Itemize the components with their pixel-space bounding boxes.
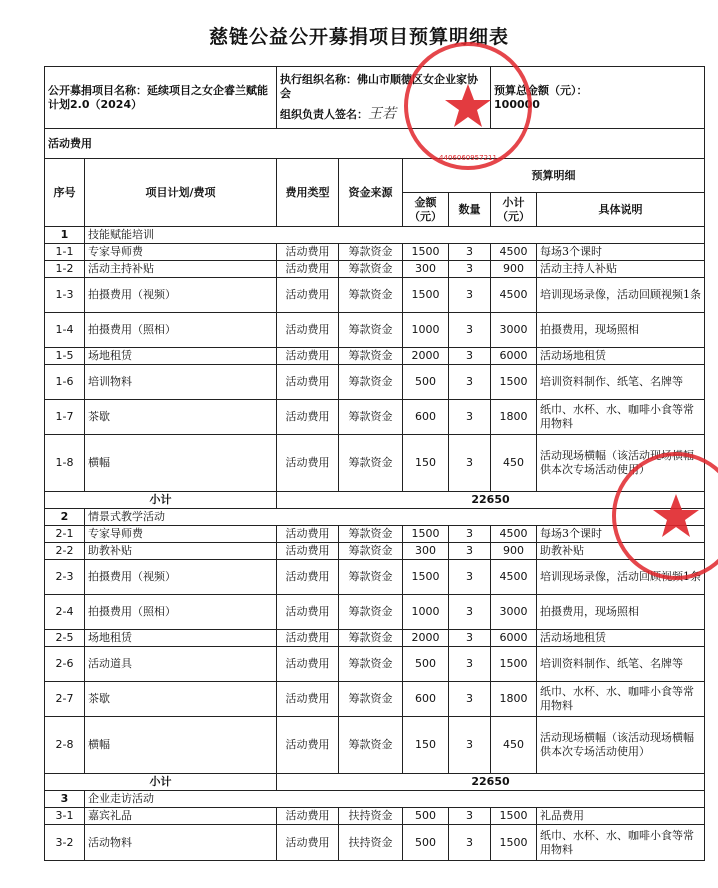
section-row xyxy=(45,129,705,159)
row-type: 活动费用 xyxy=(277,348,339,365)
info-row xyxy=(45,67,705,129)
row-desc: 活动现场横幅（该活动现场横幅供本次专场活动使用） xyxy=(537,435,705,492)
row-type: 活动费用 xyxy=(277,682,339,717)
row-amount: 2000 xyxy=(403,348,449,365)
row-subtotal: 3000 xyxy=(491,595,537,630)
row-source: 筹款资金 xyxy=(339,682,403,717)
table-row xyxy=(45,825,705,861)
row-source: 筹款资金 xyxy=(339,647,403,682)
row-desc: 纸巾、水杯、水、咖啡小食等常用物料 xyxy=(537,682,705,717)
table-row xyxy=(45,261,705,278)
row-subtotal: 1800 xyxy=(491,400,537,435)
group-seq: 1 xyxy=(45,227,85,244)
row-subtotal: 1500 xyxy=(491,365,537,400)
row-subtotal: 4500 xyxy=(491,526,537,543)
org-label: 执行组织名称： xyxy=(280,73,358,86)
row-seq: 2-1 xyxy=(45,526,85,543)
row-desc: 培训现场录像，活动回顾视频1条 xyxy=(537,278,705,313)
col-amount: 金额（元） xyxy=(403,193,449,227)
row-qty: 3 xyxy=(449,630,491,647)
row-qty: 3 xyxy=(449,400,491,435)
row-item: 拍摄费用（照相） xyxy=(85,313,277,348)
row-seq: 2-8 xyxy=(45,717,85,774)
row-amount: 150 xyxy=(403,435,449,492)
row-amount: 2000 xyxy=(403,630,449,647)
table-row xyxy=(45,717,705,774)
section-title: 活动费用 xyxy=(45,129,705,159)
row-seq: 3-2 xyxy=(45,825,85,861)
row-subtotal: 4500 xyxy=(491,244,537,261)
row-seq: 1-1 xyxy=(45,244,85,261)
group-seq: 2 xyxy=(45,509,85,526)
row-subtotal: 450 xyxy=(491,717,537,774)
row-source: 筹款资金 xyxy=(339,348,403,365)
row-desc: 助教补贴 xyxy=(537,543,705,560)
row-seq: 2-4 xyxy=(45,595,85,630)
row-amount: 600 xyxy=(403,682,449,717)
row-type: 活动费用 xyxy=(277,313,339,348)
row-seq: 2-6 xyxy=(45,647,85,682)
row-amount: 1000 xyxy=(403,313,449,348)
group-row xyxy=(45,227,705,244)
row-subtotal: 900 xyxy=(491,543,537,560)
row-desc: 活动场地租赁 xyxy=(537,630,705,647)
row-seq: 1-8 xyxy=(45,435,85,492)
row-item: 拍摄费用（视频） xyxy=(85,278,277,313)
row-item: 助教补贴 xyxy=(85,543,277,560)
budget-total-label: 预算总金额（元）： xyxy=(494,83,588,97)
subtotal-value: 22650 xyxy=(277,492,705,509)
subtotal-row xyxy=(45,774,705,791)
row-desc: 拍摄费用，现场照相 xyxy=(537,595,705,630)
row-subtotal: 6000 xyxy=(491,348,537,365)
budget-total-value: 100000 xyxy=(494,97,540,111)
row-desc: 培训现场录像，活动回顾视频1条 xyxy=(537,560,705,595)
row-amount: 500 xyxy=(403,647,449,682)
col-budget-group: 预算明细 xyxy=(403,159,705,193)
col-source: 资金来源 xyxy=(339,159,403,227)
row-seq: 1-3 xyxy=(45,278,85,313)
row-source: 扶持资金 xyxy=(339,808,403,825)
row-seq: 2-2 xyxy=(45,543,85,560)
row-amount: 500 xyxy=(403,825,449,861)
col-desc: 具体说明 xyxy=(537,193,705,227)
row-type: 活动费用 xyxy=(277,261,339,278)
row-source: 筹款资金 xyxy=(339,543,403,560)
row-type: 活动费用 xyxy=(277,365,339,400)
row-source: 筹款资金 xyxy=(339,278,403,313)
row-source: 筹款资金 xyxy=(339,630,403,647)
project-name-value: 延续项目之女企睿兰赋能计划2.0（2024） xyxy=(48,83,268,111)
row-item: 场地租赁 xyxy=(85,630,277,647)
seal-code: 4406060957211 xyxy=(439,154,497,162)
row-source: 筹款资金 xyxy=(339,717,403,774)
row-seq: 3-1 xyxy=(45,808,85,825)
row-qty: 3 xyxy=(449,313,491,348)
subtotal-value: 22650 xyxy=(277,774,705,791)
group-row xyxy=(45,791,705,808)
row-qty: 3 xyxy=(449,560,491,595)
row-qty: 3 xyxy=(449,808,491,825)
table-row xyxy=(45,313,705,348)
row-item: 茶歇 xyxy=(85,400,277,435)
row-qty: 3 xyxy=(449,717,491,774)
seal-stamp-side xyxy=(606,446,718,586)
table-row xyxy=(45,595,705,630)
table-row xyxy=(45,244,705,261)
row-source: 筹款资金 xyxy=(339,261,403,278)
col-seq: 序号 xyxy=(45,159,85,227)
row-source: 筹款资金 xyxy=(339,400,403,435)
seal-stamp-top xyxy=(398,36,538,176)
row-amount: 300 xyxy=(403,543,449,560)
table-row xyxy=(45,647,705,682)
row-seq: 1-6 xyxy=(45,365,85,400)
row-subtotal: 1500 xyxy=(491,808,537,825)
row-qty: 3 xyxy=(449,278,491,313)
table-row xyxy=(45,808,705,825)
row-source: 筹款资金 xyxy=(339,560,403,595)
row-qty: 3 xyxy=(449,526,491,543)
row-desc: 活动场地租赁 xyxy=(537,348,705,365)
row-desc: 培训资料制作、纸笔、名牌等 xyxy=(537,647,705,682)
page-title: 慈链公益公开募捐项目预算明细表 xyxy=(208,26,509,48)
row-type: 活动费用 xyxy=(277,717,339,774)
row-qty: 3 xyxy=(449,595,491,630)
row-item: 活动物料 xyxy=(85,825,277,861)
row-type: 活动费用 xyxy=(277,595,339,630)
row-subtotal: 6000 xyxy=(491,630,537,647)
row-amount: 600 xyxy=(403,400,449,435)
row-desc: 每场3个课时 xyxy=(537,244,705,261)
project-name-label: 公开募捐项目名称： xyxy=(48,83,147,97)
table-row xyxy=(45,278,705,313)
row-type: 活动费用 xyxy=(277,808,339,825)
seal-star-icon xyxy=(445,84,491,127)
subtotal-label: 小计 xyxy=(45,774,277,791)
row-qty: 3 xyxy=(449,365,491,400)
row-seq: 2-5 xyxy=(45,630,85,647)
col-qty: 数量 xyxy=(449,193,491,227)
row-subtotal: 450 xyxy=(491,435,537,492)
row-desc: 每场3个课时 xyxy=(537,526,705,543)
row-type: 活动费用 xyxy=(277,647,339,682)
col-item: 项目计划/费项 xyxy=(85,159,277,227)
group-name: 技能赋能培训 xyxy=(85,227,705,244)
col-type: 费用类型 xyxy=(277,159,339,227)
row-qty: 3 xyxy=(449,647,491,682)
row-item: 培训物料 xyxy=(85,365,277,400)
row-item: 嘉宾礼品 xyxy=(85,808,277,825)
row-desc: 纸巾、水杯、水、咖啡小食等常用物料 xyxy=(537,825,705,861)
row-desc: 培训资料制作、纸笔、名牌等 xyxy=(537,365,705,400)
row-item: 活动道具 xyxy=(85,647,277,682)
row-amount: 1500 xyxy=(403,560,449,595)
row-type: 活动费用 xyxy=(277,526,339,543)
row-seq: 1-2 xyxy=(45,261,85,278)
row-subtotal: 900 xyxy=(491,261,537,278)
row-amount: 300 xyxy=(403,261,449,278)
row-seq: 1-5 xyxy=(45,348,85,365)
signature: 王若 xyxy=(368,106,397,122)
table-row xyxy=(45,630,705,647)
row-desc: 纸巾、水杯、水、咖啡小食等常用物料 xyxy=(537,400,705,435)
row-type: 活动费用 xyxy=(277,435,339,492)
row-item: 横幅 xyxy=(85,717,277,774)
row-type: 活动费用 xyxy=(277,244,339,261)
row-seq: 2-7 xyxy=(45,682,85,717)
row-desc: 活动主持人补贴 xyxy=(537,261,705,278)
row-item: 活动主持补贴 xyxy=(85,261,277,278)
row-amount: 1500 xyxy=(403,244,449,261)
row-desc: 礼品费用 xyxy=(537,808,705,825)
row-amount: 1000 xyxy=(403,595,449,630)
column-header-row xyxy=(45,159,705,193)
row-amount: 1500 xyxy=(403,526,449,543)
row-qty: 3 xyxy=(449,261,491,278)
row-amount: 1500 xyxy=(403,278,449,313)
row-subtotal: 4500 xyxy=(491,278,537,313)
group-name: 情景式教学活动 xyxy=(85,509,705,526)
row-source: 筹款资金 xyxy=(339,595,403,630)
row-desc: 拍摄费用，现场照相 xyxy=(537,313,705,348)
row-item: 场地租赁 xyxy=(85,348,277,365)
group-name: 企业走访活动 xyxy=(85,791,705,808)
row-subtotal: 1500 xyxy=(491,825,537,861)
row-amount: 500 xyxy=(403,365,449,400)
row-subtotal: 1800 xyxy=(491,682,537,717)
row-amount: 500 xyxy=(403,808,449,825)
row-qty: 3 xyxy=(449,435,491,492)
seal-star-icon xyxy=(653,494,699,537)
project-name-cell xyxy=(45,67,277,129)
row-item: 拍摄费用（视频） xyxy=(85,560,277,595)
row-amount: 150 xyxy=(403,717,449,774)
subtotal-label: 小计 xyxy=(45,492,277,509)
table-row xyxy=(45,348,705,365)
row-source: 筹款资金 xyxy=(339,244,403,261)
row-subtotal: 3000 xyxy=(491,313,537,348)
row-item: 横幅 xyxy=(85,435,277,492)
row-source: 筹款资金 xyxy=(339,365,403,400)
row-qty: 3 xyxy=(449,825,491,861)
col-subtotal: 小计（元） xyxy=(491,193,537,227)
table-row xyxy=(45,365,705,400)
row-type: 活动费用 xyxy=(277,560,339,595)
row-source: 筹款资金 xyxy=(339,313,403,348)
row-type: 活动费用 xyxy=(277,400,339,435)
row-item: 专家导师费 xyxy=(85,244,277,261)
table-row xyxy=(45,400,705,435)
row-source: 筹款资金 xyxy=(339,435,403,492)
row-subtotal: 1500 xyxy=(491,647,537,682)
row-subtotal: 4500 xyxy=(491,560,537,595)
row-item: 茶歇 xyxy=(85,682,277,717)
row-seq: 2-3 xyxy=(45,560,85,595)
group-seq: 3 xyxy=(45,791,85,808)
org-value: 佛山市顺德区女企业家协会 xyxy=(280,73,479,100)
row-type: 活动费用 xyxy=(277,630,339,647)
row-seq: 1-4 xyxy=(45,313,85,348)
row-qty: 3 xyxy=(449,543,491,560)
row-source: 扶持资金 xyxy=(339,825,403,861)
row-type: 活动费用 xyxy=(277,543,339,560)
row-source: 筹款资金 xyxy=(339,526,403,543)
row-qty: 3 xyxy=(449,682,491,717)
row-item: 拍摄费用（照相） xyxy=(85,595,277,630)
table-row xyxy=(45,682,705,717)
row-qty: 3 xyxy=(449,348,491,365)
row-seq: 1-7 xyxy=(45,400,85,435)
row-qty: 3 xyxy=(449,244,491,261)
row-desc: 活动现场横幅（该活动现场横幅供本次专场活动使用） xyxy=(537,717,705,774)
row-item: 专家导师费 xyxy=(85,526,277,543)
signer-label: 组织负责人签名： xyxy=(280,108,369,121)
row-type: 活动费用 xyxy=(277,825,339,861)
row-type: 活动费用 xyxy=(277,278,339,313)
